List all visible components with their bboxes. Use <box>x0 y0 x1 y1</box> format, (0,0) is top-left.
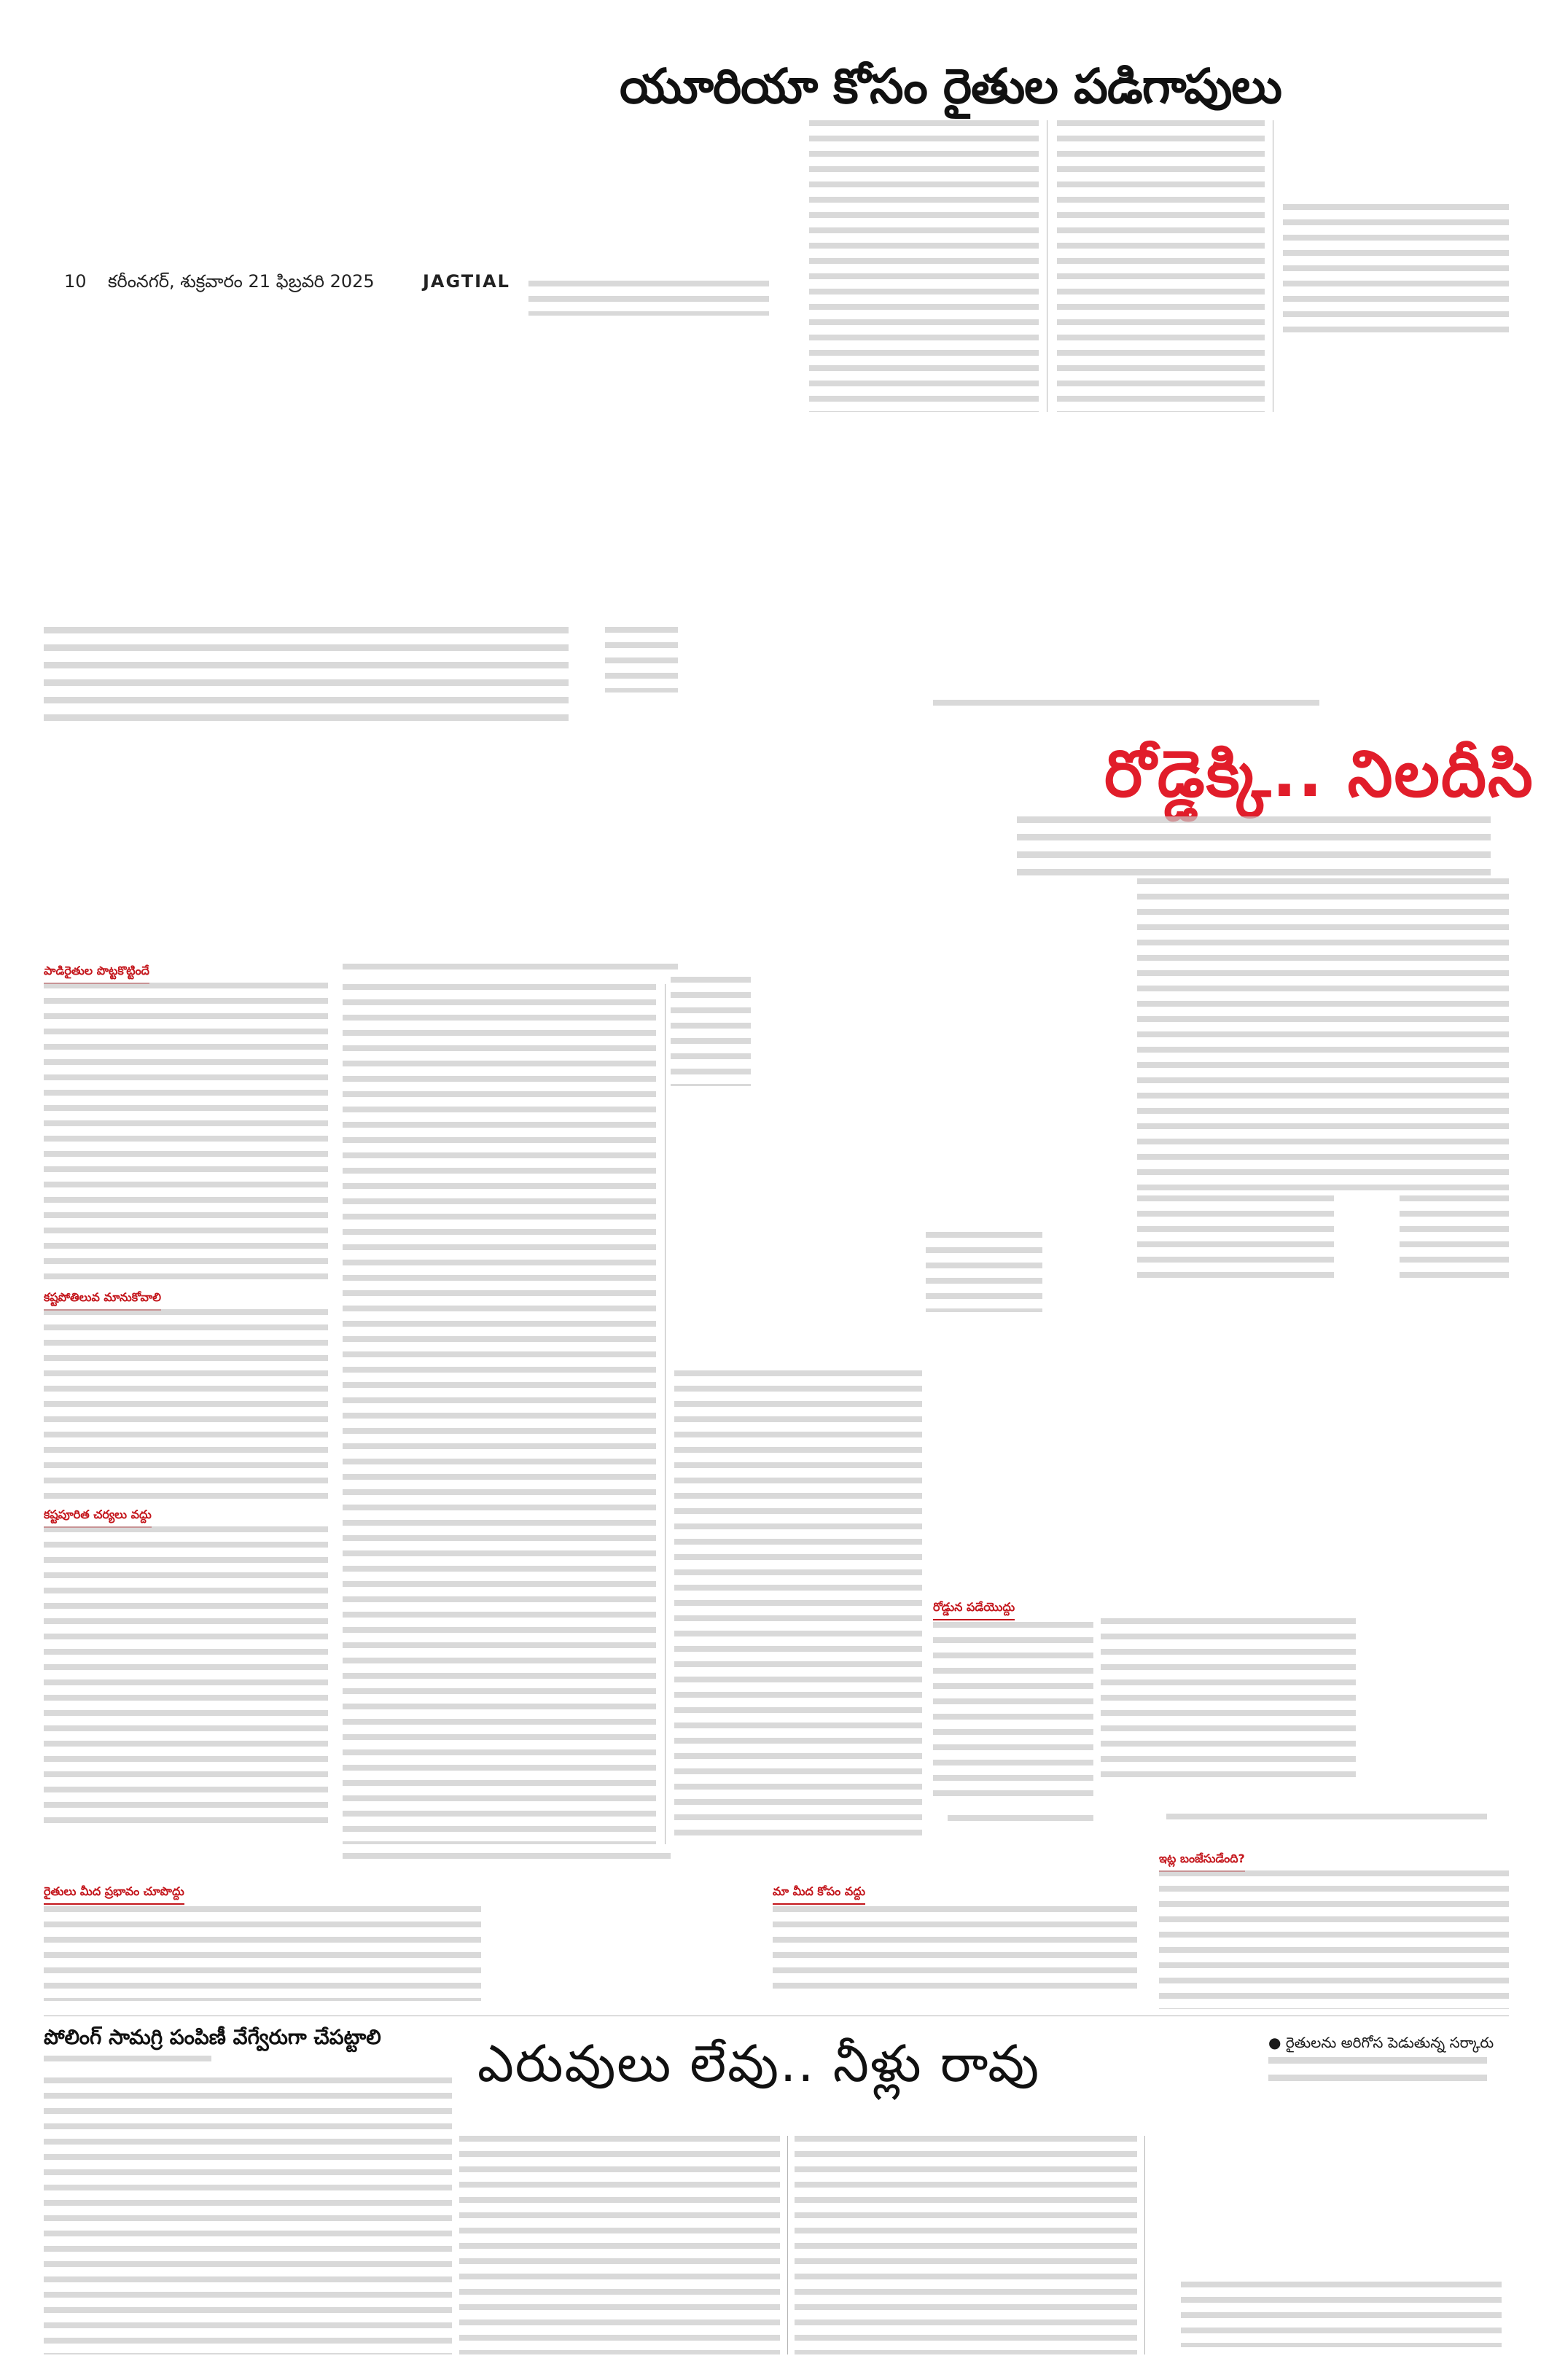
page-number: 10 <box>64 271 87 292</box>
center-photo-caption <box>933 700 1319 710</box>
milk-photo-caption <box>605 627 678 692</box>
milk-story-photo <box>44 729 1050 955</box>
box1-head: పాడిరైతుల పొట్టకొట్టిందే <box>44 964 149 984</box>
box3-body <box>44 1526 328 1833</box>
middle-story-column-3 <box>1101 1618 1356 1779</box>
bottom-story-column-2 <box>795 2136 1137 2354</box>
box7-body <box>1159 1870 1509 2009</box>
bottom-left-subhead <box>44 2056 211 2066</box>
top-story-photo <box>44 328 809 612</box>
box4-head: రైతులు మీద ప్రభావం చూపొద్దు <box>44 1884 184 1905</box>
middle-photo-caption <box>343 964 678 974</box>
bottom-story-photo <box>1152 2096 1509 2278</box>
bottom-story-bullet-2 <box>1268 2057 1487 2086</box>
box1-body <box>44 983 328 1281</box>
center-story-body <box>1137 878 1509 1192</box>
bottom-left-headline: పోలింగ్ సామగ్రి పంపిణీ వేగ్వేరుగా చేపట్టాలి <box>44 2025 381 2049</box>
bottom-left-body <box>44 2077 452 2354</box>
middle-story-column-1 <box>343 984 656 1844</box>
lower-right-photo-caption <box>1166 1814 1487 1824</box>
middle-photo-caption-2 <box>671 977 751 1086</box>
box5-head: మా మీద కోపం వద్దు <box>773 1884 865 1905</box>
edition-name: JAGTIAL <box>423 271 510 292</box>
side-photo-caption-left <box>926 1232 1042 1312</box>
bottom-story-column-1 <box>459 2136 780 2354</box>
box5-body <box>773 1906 1137 1994</box>
bottom-story-bullet-1: ● రైతులను అరిగోస పెడుతున్న సర్కారు <box>1268 2034 1494 2051</box>
top-photo-caption <box>528 281 769 316</box>
middle-story-column-2 <box>674 1370 922 1844</box>
bottom-story-headline: ఎరువులు లేవు.. నీళ్లు రావు <box>477 2034 1041 2094</box>
bottom-story-photo-caption <box>1181 2282 1502 2347</box>
middle-bottom-caption <box>343 1853 671 1863</box>
top-story-column-2 <box>1057 120 1265 412</box>
box2-body <box>44 1309 328 1499</box>
box4-body <box>44 1906 481 2001</box>
center-story-body-2 <box>1137 1195 1334 1283</box>
top-story-headline: యూరియా కోసం రైతుల పడిగాపులు <box>620 58 1281 114</box>
side-photo-caption-right <box>1400 1195 1509 1283</box>
box6-body <box>933 1622 1093 1804</box>
middle-byline-1 <box>948 1815 1093 1825</box>
box2-head: కష్టపోతిలువ మానుకోవాలి <box>44 1290 161 1311</box>
center-story-headline: రోడ్డెక్కి.. నిలదీసి <box>1104 736 1534 811</box>
box3-head: కష్టపూరిత చర్యలు వద్దు <box>44 1507 152 1528</box>
top-story-column-1 <box>809 120 1039 412</box>
date-line: కరీంనగర్, శుక్రవారం 21 ఫిబ్రవరి 2025 <box>108 271 375 292</box>
top-story-column-3 <box>1283 204 1509 335</box>
center-story-bullets <box>1017 816 1491 882</box>
box6-head: రోడ్డున పడేయొద్దు <box>933 1600 1015 1620</box>
lower-right-photo <box>1108 1290 1509 1596</box>
milk-centre-bullets <box>44 627 569 722</box>
bullet-dot: ● <box>1268 2034 1286 2051</box>
box7-head: ఇట్ల బంజేసుడేంది? <box>1159 1852 1245 1872</box>
